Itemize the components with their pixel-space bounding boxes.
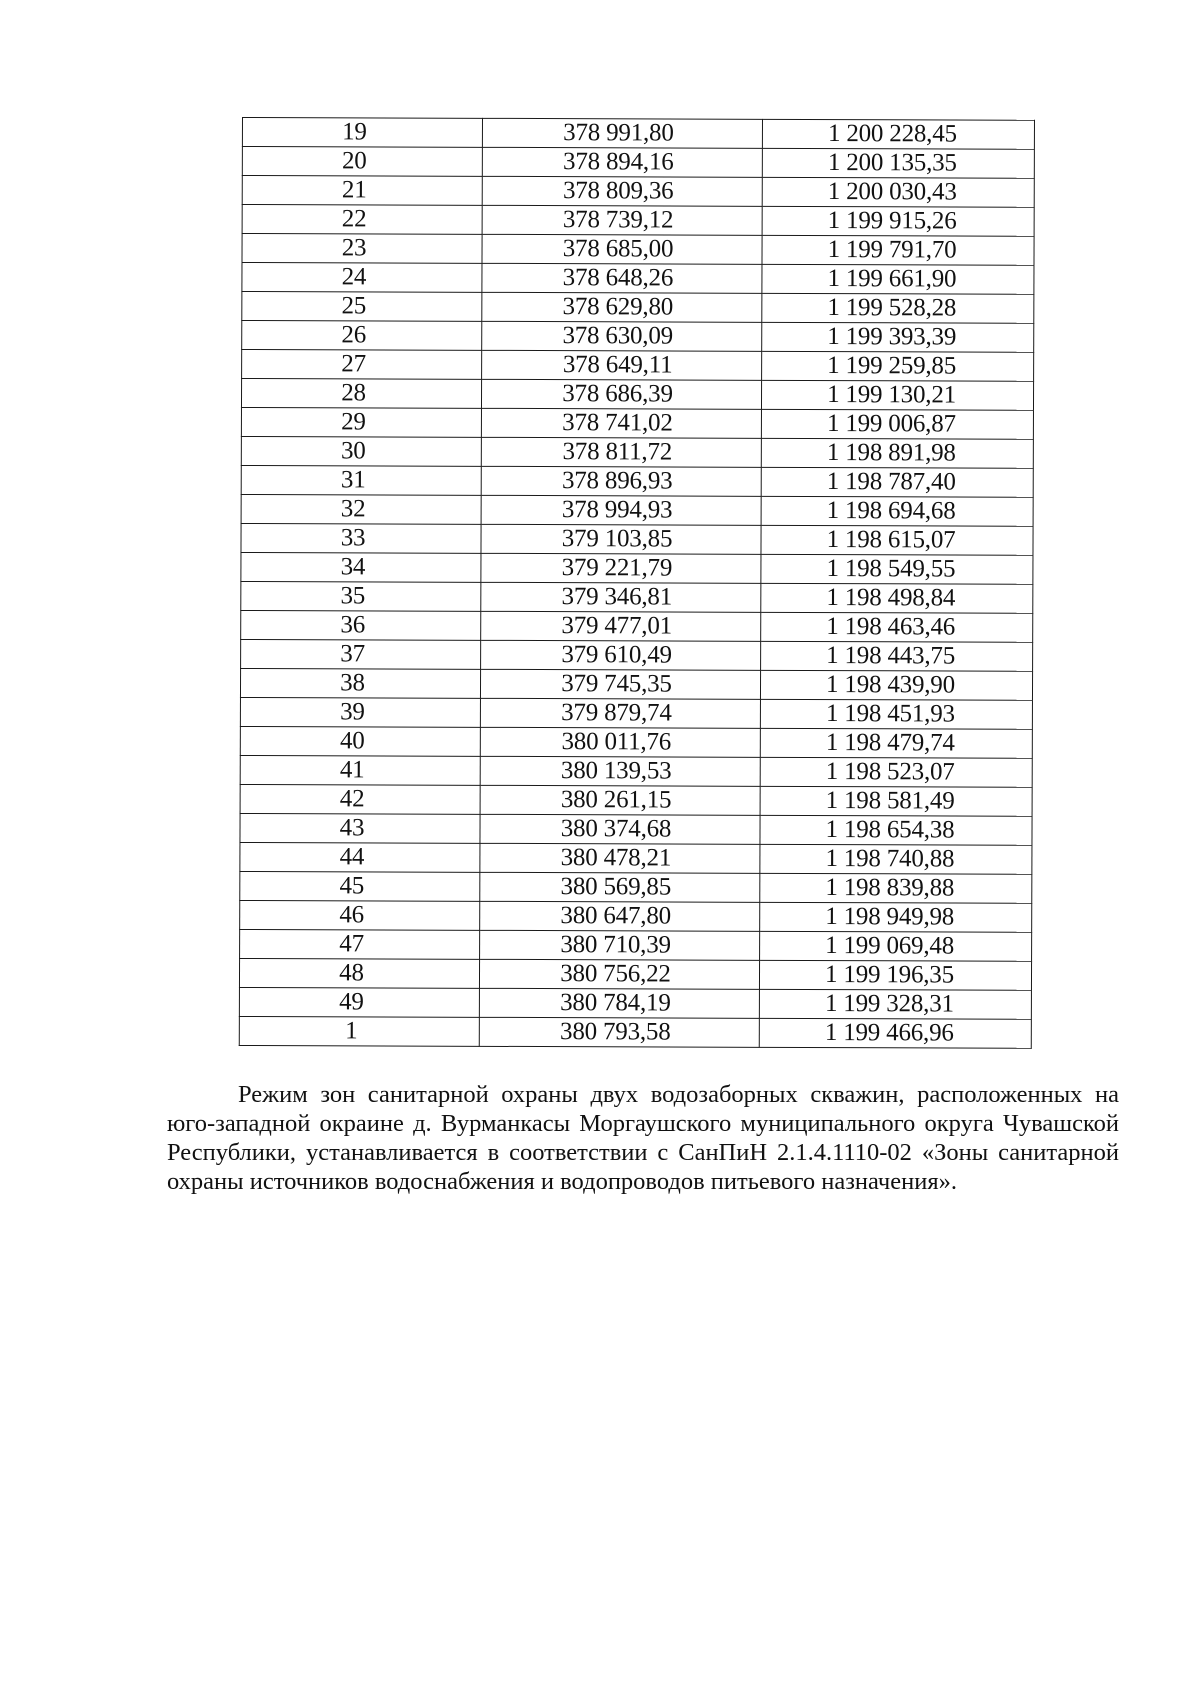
y-coordinate-cell [762,351,1034,381]
table-row [242,205,1034,237]
point-number-cell [240,755,480,785]
point-number-cell-text: 26 [341,321,367,349]
table-row [242,234,1034,266]
x-coordinate-cell-text: 378 648,26 [562,264,674,292]
x-coordinate-cell [480,814,760,844]
point-number-cell-text: 31 [340,466,366,494]
point-number-cell-text: 46 [339,901,365,929]
y-coordinate-cell [761,641,1033,671]
point-number-cell [241,552,481,582]
x-coordinate-cell [482,350,762,380]
y-coordinate-cell-text: 1 199 466,96 [824,1019,954,1047]
y-coordinate-cell-text: 1 199 661,90 [827,265,957,293]
point-number-cell-text: 44 [339,843,365,871]
y-coordinate-cell [760,670,1032,700]
table-row [239,958,1031,990]
x-coordinate-cell-text: 380 710,39 [560,931,671,959]
table-row [239,987,1031,1019]
point-number-cell [241,436,481,466]
x-coordinate-cell-text: 379 103,85 [561,525,673,553]
x-coordinate-cell [482,292,762,322]
x-coordinate-cell [482,205,762,235]
sanitary-zone-paragraph [167,1080,1119,1196]
table-row [240,929,1032,961]
x-coordinate-cell [482,176,762,206]
point-number-cell [239,987,479,1017]
x-coordinate-cell-text: 379 221,79 [561,554,673,582]
point-number-cell [240,900,480,930]
x-coordinate-cell-text: 378 994,93 [561,496,673,524]
y-coordinate-cell [761,409,1033,439]
y-coordinate-cell-text: 1 199 069,48 [825,932,955,960]
table-row [241,465,1033,497]
x-coordinate-cell [480,698,760,728]
point-number-cell [241,523,481,553]
table-row [242,147,1034,179]
y-coordinate-cell [761,467,1033,497]
point-number-cell [240,697,480,727]
point-number-cell-text: 34 [340,553,366,581]
x-coordinate-cell-text: 380 793,58 [559,1018,671,1046]
y-coordinate-cell [760,873,1032,903]
x-coordinate-cell [481,437,761,467]
y-coordinate-cell [761,438,1033,468]
y-coordinate-cell-text: 1 198 581,49 [825,787,955,815]
y-coordinate-cell [762,206,1034,236]
y-coordinate-cell [762,177,1034,207]
point-number-cell-text: 36 [340,611,366,639]
x-coordinate-cell [482,234,762,264]
x-coordinate-cell [482,321,762,351]
x-coordinate-cell [481,524,761,554]
table-row [240,784,1032,816]
x-coordinate-cell-text: 378 649,11 [562,351,673,379]
y-coordinate-cell [760,815,1032,845]
point-number-cell-text: 23 [341,234,367,262]
table-row [242,176,1034,208]
y-coordinate-cell-text: 1 198 451,93 [825,700,955,728]
x-coordinate-cell [480,785,760,815]
y-coordinate-cell [762,119,1034,149]
table-row [241,407,1033,439]
point-number-cell [239,958,479,988]
point-number-cell-text: 40 [339,727,365,755]
point-number-cell [240,668,480,698]
point-number-cell-text: 42 [339,785,365,813]
y-coordinate-cell-text: 1 198 740,88 [825,845,955,873]
y-coordinate-cell-text: 1 199 915,26 [827,207,957,235]
point-number-cell-text: 32 [340,495,366,523]
y-coordinate-cell-text: 1 199 791,70 [827,236,957,264]
table-row [239,1016,1031,1048]
y-coordinate-cell-text: 1 198 949,98 [825,903,955,931]
y-coordinate-cell-text: 1 198 479,74 [825,729,955,757]
x-coordinate-cell [480,930,760,960]
y-coordinate-cell-text: 1 198 615,07 [826,526,956,554]
table-row [242,263,1034,295]
x-coordinate-cell-text: 380 478,21 [560,844,672,872]
point-number-cell [242,118,482,148]
point-number-cell [242,263,482,293]
point-number-cell [240,726,480,756]
y-coordinate-cell-text: 1 198 549,55 [826,555,956,583]
y-coordinate-cell [760,902,1032,932]
table-row [240,813,1032,845]
y-coordinate-cell-text: 1 199 259,85 [827,352,957,380]
x-coordinate-cell-text: 380 756,22 [560,960,671,988]
table-row [242,321,1034,353]
point-number-cell-text: 38 [340,669,365,697]
x-coordinate-cell-text: 378 991,80 [563,119,674,147]
x-coordinate-cell [481,640,761,670]
point-number-cell-text: 41 [339,756,365,784]
y-coordinate-cell-text: 1 199 196,35 [825,961,954,989]
y-coordinate-cell [761,554,1033,584]
coordinates-table-body [239,118,1034,1049]
y-coordinate-cell [761,380,1033,410]
table-row [240,697,1032,729]
point-number-cell [242,147,482,177]
x-coordinate-cell-text: 380 261,15 [560,786,672,814]
x-coordinate-cell-text: 378 630,09 [562,322,674,350]
point-number-cell [240,929,480,959]
x-coordinate-cell [481,495,761,525]
point-number-cell-text: 21 [341,176,367,204]
point-number-cell [242,205,482,235]
point-number-cell-text: 27 [341,350,366,378]
y-coordinate-cell-text: 1 200 030,43 [827,178,957,206]
point-number-cell-text: 22 [341,205,367,233]
table-row [242,292,1034,324]
point-number-cell [240,842,480,872]
y-coordinate-cell [762,148,1034,178]
table-row [240,726,1032,758]
y-coordinate-cell [760,786,1032,816]
y-coordinate-cell-text: 1 199 528,28 [827,294,957,322]
y-coordinate-cell [759,960,1031,990]
point-number-cell-text: 49 [339,988,364,1016]
table-row [241,610,1033,642]
table-row [240,842,1032,874]
point-number-cell-text: 20 [341,147,367,175]
y-coordinate-cell-text: 1 198 694,68 [826,497,956,525]
x-coordinate-cell-text: 378 741,02 [562,409,673,437]
y-coordinate-cell-text: 1 199 130,21 [827,381,957,409]
x-coordinate-cell [482,263,762,293]
y-coordinate-cell-text: 1 198 523,07 [825,758,955,786]
x-coordinate-cell-text: 378 809,36 [562,177,674,205]
x-coordinate-cell-text: 380 139,53 [560,757,672,785]
point-number-cell-text: 37 [340,640,365,668]
x-coordinate-cell [482,118,762,148]
y-coordinate-cell-text: 1 198 463,46 [826,613,956,641]
point-number-cell-text: 35 [340,582,366,610]
y-coordinate-cell-text: 1 199 006,87 [826,410,956,438]
x-coordinate-cell [481,408,761,438]
table-row [240,871,1032,903]
x-coordinate-cell [480,756,760,786]
point-number-cell [241,494,481,524]
point-number-cell-text: 43 [339,814,365,842]
table-row [242,350,1034,382]
x-coordinate-cell-text: 379 745,35 [561,670,672,698]
y-coordinate-cell [761,525,1033,555]
y-coordinate-cell-text: 1 198 891,98 [826,439,956,467]
point-number-cell-text: 25 [341,292,367,320]
table-row [241,581,1033,613]
table-row [241,379,1033,411]
table-row [240,900,1032,932]
y-coordinate-cell-text: 1 198 443,75 [826,642,956,670]
y-coordinate-cell [760,699,1032,729]
y-coordinate-cell-text: 1 199 328,31 [824,990,954,1018]
paragraph-text: Режим зон санитарной охраны двух водозаборных скважин, расположенных на юго-западной окраине д. Вурманкасы Моргаушского муниципального округа Чувашской Республики, устанавливается в соответствии с СанПиН 2.1.4.1110-02 «Зоны санитарной охраны источников водоснабжения и водопроводов питьевого назначения». [167,1081,1119,1195]
point-number-cell [239,1016,479,1046]
point-number-cell [241,379,481,409]
x-coordinate-cell [481,582,761,612]
x-coordinate-cell [481,553,761,583]
point-number-cell-text: 28 [341,379,366,407]
x-coordinate-cell [480,872,760,902]
x-coordinate-cell-text: 378 811,72 [562,438,673,466]
y-coordinate-cell-text: 1 199 393,39 [827,323,957,351]
x-coordinate-cell [481,611,761,641]
point-number-cell [241,465,481,495]
y-coordinate-cell [762,322,1034,352]
point-number-cell [240,871,480,901]
y-coordinate-cell [759,989,1031,1019]
x-coordinate-cell [480,843,760,873]
x-coordinate-cell-text: 380 374,68 [560,815,672,843]
x-coordinate-cell-text: 379 346,81 [561,583,673,611]
table-row [242,118,1034,150]
x-coordinate-cell [479,988,759,1018]
y-coordinate-cell [760,931,1032,961]
y-coordinate-cell [762,293,1034,323]
x-coordinate-cell-text: 380 569,85 [560,873,672,901]
y-coordinate-cell [759,1018,1031,1048]
y-coordinate-cell [762,264,1034,294]
point-number-cell-text: 48 [339,959,364,987]
x-coordinate-cell-text: 378 894,16 [563,148,674,176]
y-coordinate-cell-text: 1 200 135,35 [827,149,957,177]
x-coordinate-cell [479,959,759,989]
x-coordinate-cell-text: 378 629,80 [562,293,674,321]
y-coordinate-cell [762,235,1034,265]
point-number-cell [241,610,481,640]
y-coordinate-cell-text: 1 198 654,38 [825,816,955,844]
point-number-cell-text: 45 [339,872,365,900]
point-number-cell [241,639,481,669]
y-coordinate-cell [760,844,1032,874]
y-coordinate-cell [761,583,1033,613]
x-coordinate-cell [482,147,762,177]
table-row [240,668,1032,700]
table-row [241,552,1033,584]
point-number-cell-text: 1 [345,1017,358,1045]
x-coordinate-cell-text: 379 610,49 [561,641,672,669]
x-coordinate-cell [481,379,761,409]
point-number-cell-text: 30 [340,437,366,465]
x-coordinate-cell [480,727,760,757]
x-coordinate-cell-text: 380 647,80 [560,902,672,930]
x-coordinate-cell [480,669,760,699]
point-number-cell-text: 29 [341,408,366,436]
y-coordinate-cell [761,496,1033,526]
coordinates-table [239,117,1035,1049]
x-coordinate-cell-text: 378 685,00 [562,235,674,263]
point-number-cell-text: 39 [340,698,365,726]
x-coordinate-cell [479,1017,759,1047]
table-row [241,639,1033,671]
y-coordinate-cell [760,728,1032,758]
point-number-cell-text: 24 [341,263,367,291]
x-coordinate-cell-text: 378 896,93 [561,467,673,495]
x-coordinate-cell-text: 380 784,19 [560,989,671,1017]
point-number-cell [242,292,482,322]
point-number-cell-text: 19 [342,118,367,146]
point-number-cell [242,350,482,380]
point-number-cell [241,407,481,437]
x-coordinate-cell-text: 378 739,12 [562,206,674,234]
table-row [241,494,1033,526]
table-row [241,523,1033,555]
point-number-cell-text: 33 [340,524,366,552]
x-coordinate-cell-text: 378 686,39 [562,380,673,408]
table-row [241,436,1033,468]
y-coordinate-cell [760,757,1032,787]
y-coordinate-cell-text: 1 198 839,88 [825,874,955,902]
point-number-cell [240,813,480,843]
y-coordinate-cell [761,612,1033,642]
x-coordinate-cell-text: 379 477,01 [561,612,673,640]
point-number-cell [241,581,481,611]
x-coordinate-cell-text: 380 011,76 [561,728,672,756]
y-coordinate-cell-text: 1 198 498,84 [826,584,956,612]
y-coordinate-cell-text: 1 200 228,45 [827,120,957,148]
y-coordinate-cell-text: 1 198 439,90 [826,671,955,699]
point-number-cell [242,234,482,264]
point-number-cell [240,784,480,814]
table-row [240,755,1032,787]
x-coordinate-cell-text: 379 879,74 [561,699,672,727]
x-coordinate-cell [481,466,761,496]
point-number-cell [242,321,482,351]
x-coordinate-cell [480,901,760,931]
y-coordinate-cell-text: 1 198 787,40 [826,468,956,496]
point-number-cell-text: 47 [339,930,364,958]
point-number-cell [242,176,482,206]
